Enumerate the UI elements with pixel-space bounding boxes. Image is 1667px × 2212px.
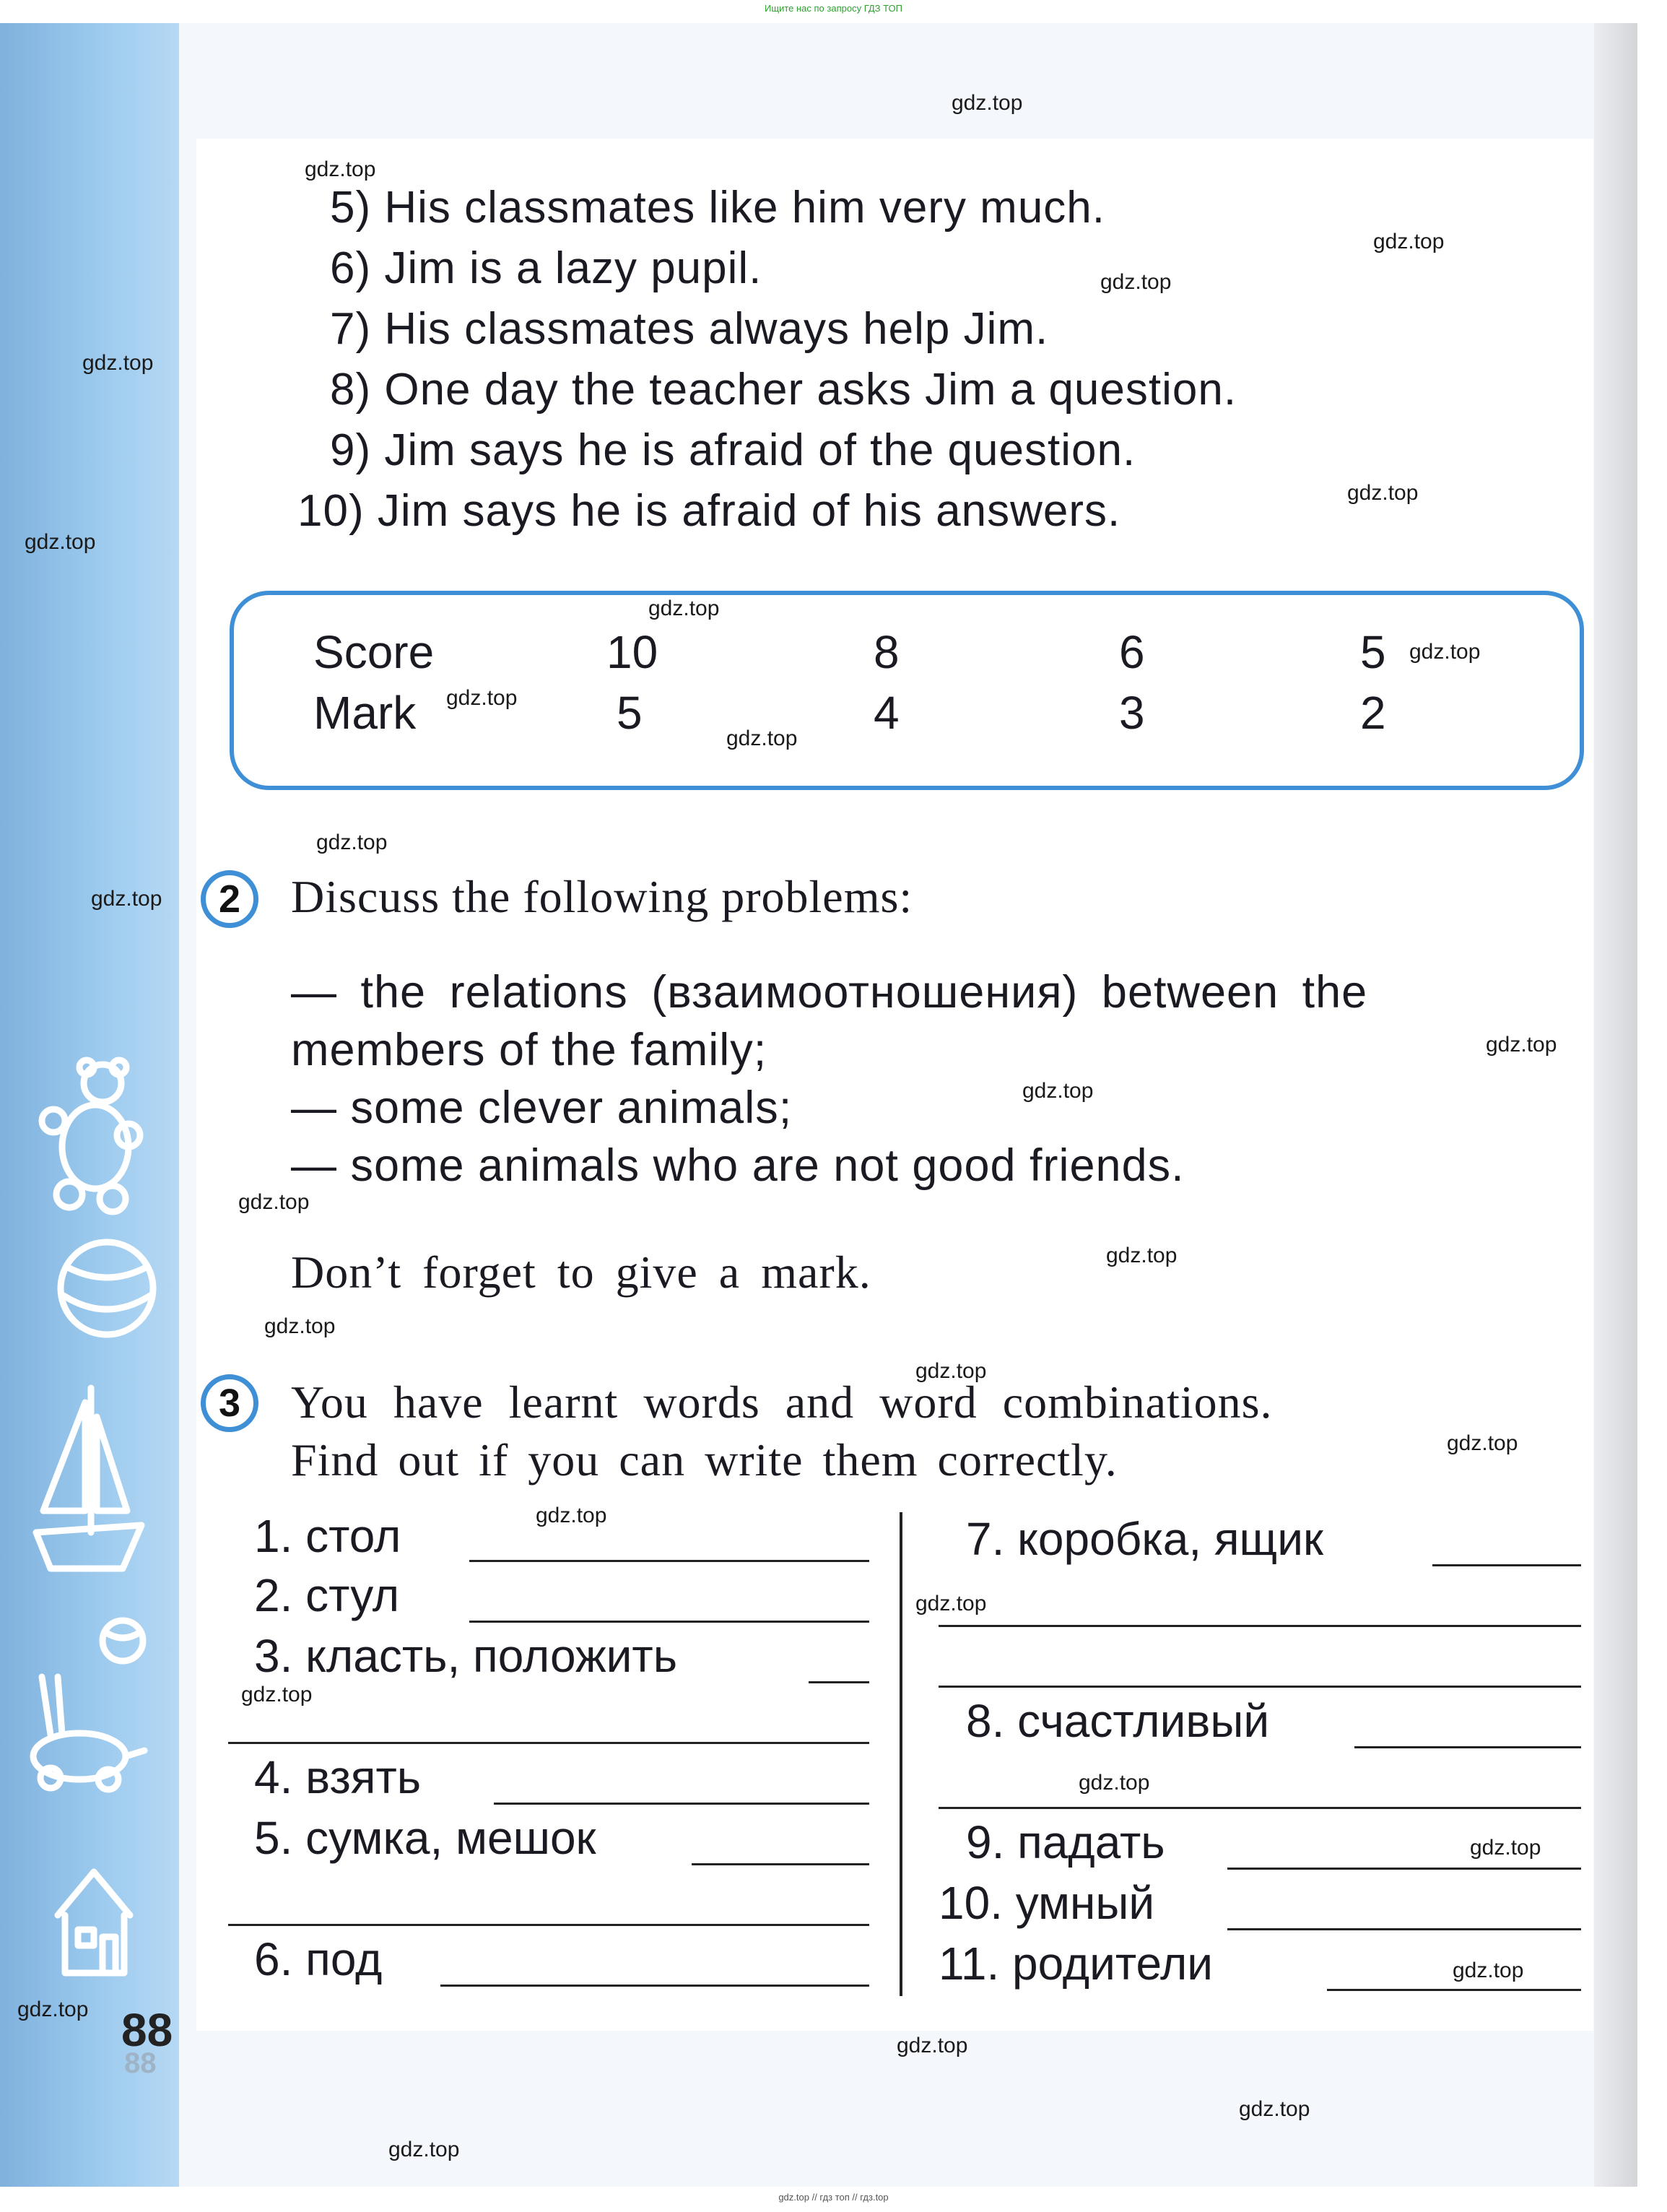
watermark: gdz.top bbox=[91, 887, 162, 911]
task-2-title: Discuss the following problems: bbox=[291, 871, 913, 922]
word-item: 4. взять bbox=[254, 1751, 422, 1803]
mark-value: 5 bbox=[617, 687, 643, 739]
task-2-line: — some animals who are not good friends. bbox=[291, 1140, 1185, 1191]
answer-line[interactable] bbox=[939, 1807, 1581, 1809]
answer-line[interactable] bbox=[494, 1803, 869, 1805]
word-item: 2. стул bbox=[254, 1569, 400, 1621]
watermark: gdz.top bbox=[446, 686, 518, 710]
watermark: gdz.top bbox=[1447, 1431, 1518, 1455]
column-divider bbox=[900, 1512, 902, 1996]
answer-line[interactable] bbox=[1432, 1564, 1581, 1566]
score-value: 5 bbox=[1360, 626, 1386, 678]
page-edge bbox=[1594, 23, 1637, 2187]
score-value: 10 bbox=[606, 626, 658, 678]
watermark: gdz.top bbox=[1079, 1771, 1150, 1795]
word-item: 7. коробка, ящик bbox=[966, 1513, 1323, 1565]
word-item: 8. счастливый bbox=[966, 1695, 1270, 1747]
watermark: gdz.top bbox=[915, 1592, 987, 1615]
watermark: gdz.top bbox=[648, 597, 720, 620]
sidebar-doodles-icon bbox=[0, 23, 179, 2187]
task-2-line: — the relations (взаимоотношения) between the bbox=[291, 967, 1368, 1018]
answer-line[interactable] bbox=[228, 1924, 869, 1926]
story-line-10: 10) Jim says he is afraid of his answers. bbox=[297, 486, 1121, 536]
word-item: 5. сумка, мешок bbox=[254, 1812, 596, 1864]
story-line-7: 7) His classmates always help Jim. bbox=[330, 304, 1049, 354]
watermark: gdz.top bbox=[1239, 2097, 1310, 2121]
answer-line[interactable] bbox=[228, 1742, 869, 1744]
watermark: gdz.top bbox=[897, 2034, 968, 2057]
watermark: gdz.top bbox=[1347, 481, 1419, 505]
watermark: gdz.top bbox=[17, 1998, 89, 2021]
task-3-title: Find out if you can write them correctly. bbox=[291, 1434, 1118, 1485]
answer-line[interactable] bbox=[809, 1681, 869, 1683]
watermark: gdz.top bbox=[1409, 640, 1481, 664]
mark-value: 3 bbox=[1119, 687, 1145, 739]
watermark: gdz.top bbox=[1453, 1959, 1524, 1982]
score-table bbox=[230, 591, 1584, 790]
watermark: gdz.top bbox=[915, 1359, 987, 1383]
watermark: gdz.top bbox=[1100, 270, 1172, 294]
task-3-badge: 3 bbox=[201, 1374, 258, 1432]
task-2-line: — some clever animals; bbox=[291, 1083, 793, 1133]
watermark: gdz.top bbox=[1373, 230, 1445, 253]
watermark: gdz.top bbox=[1022, 1079, 1094, 1103]
watermark: gdz.top bbox=[316, 830, 388, 854]
footer-note: gdz.top // гдз топ // гдз.top bbox=[778, 2192, 889, 2203]
watermark: gdz.top bbox=[238, 1190, 310, 1214]
page-number: 88 bbox=[121, 2004, 173, 2056]
story-line-6: 6) Jim is a lazy pupil. bbox=[330, 243, 762, 293]
watermark: gdz.top bbox=[25, 530, 96, 554]
mark-value: 4 bbox=[874, 687, 900, 739]
story-line-8: 8) One day the teacher asks Jim a question. bbox=[330, 365, 1237, 415]
task-3-title: You have learnt words and word combinations. bbox=[291, 1376, 1273, 1428]
watermark: gdz.top bbox=[1106, 1244, 1178, 1267]
mark-value: 2 bbox=[1360, 687, 1386, 739]
word-item: 1. стол bbox=[254, 1510, 401, 1562]
story-line-5: 5) His classmates like him very much. bbox=[330, 183, 1106, 233]
page-number-ghost: 88 bbox=[124, 2047, 157, 2079]
watermark: gdz.top bbox=[952, 91, 1023, 115]
watermark: gdz.top bbox=[536, 1504, 607, 1527]
task-2-closing: Don’t forget to give a mark. bbox=[291, 1246, 871, 1298]
watermark: gdz.top bbox=[305, 157, 376, 181]
score-label: Score bbox=[313, 626, 435, 678]
watermark: gdz.top bbox=[264, 1314, 336, 1338]
score-value: 8 bbox=[874, 626, 900, 678]
answer-line[interactable] bbox=[440, 1985, 869, 1987]
score-value: 6 bbox=[1119, 626, 1145, 678]
answer-line[interactable] bbox=[1227, 1928, 1581, 1930]
mark-label: Mark bbox=[313, 687, 417, 739]
header-note: Ищите нас по запросу ГДЗ ТОП bbox=[765, 3, 902, 14]
watermark: gdz.top bbox=[82, 351, 154, 375]
answer-line[interactable] bbox=[469, 1621, 869, 1623]
task-2-badge: 2 bbox=[201, 870, 258, 928]
decorative-sidebar bbox=[0, 23, 179, 2187]
watermark: gdz.top bbox=[388, 2138, 460, 2161]
watermark: gdz.top bbox=[1486, 1033, 1557, 1057]
answer-line[interactable] bbox=[469, 1560, 869, 1562]
answer-line[interactable] bbox=[939, 1625, 1581, 1627]
word-item: 3. класть, положить bbox=[254, 1630, 678, 1682]
story-line-9: 9) Jim says he is afraid of the question. bbox=[330, 425, 1136, 475]
word-item: 6. под bbox=[254, 1933, 383, 1985]
task-2-line: members of the family; bbox=[291, 1025, 767, 1075]
word-item: 9. падать bbox=[966, 1816, 1165, 1868]
answer-line[interactable] bbox=[1227, 1868, 1581, 1870]
answer-line[interactable] bbox=[1354, 1746, 1581, 1748]
answer-line[interactable] bbox=[1327, 1989, 1581, 1991]
watermark: gdz.top bbox=[726, 727, 798, 750]
watermark: gdz.top bbox=[241, 1683, 313, 1706]
word-item: 11. родители bbox=[939, 1938, 1214, 1990]
answer-line[interactable] bbox=[692, 1863, 869, 1865]
watermark: gdz.top bbox=[1470, 1836, 1541, 1860]
word-item: 10. умный bbox=[939, 1877, 1155, 1929]
answer-line[interactable] bbox=[939, 1686, 1581, 1688]
